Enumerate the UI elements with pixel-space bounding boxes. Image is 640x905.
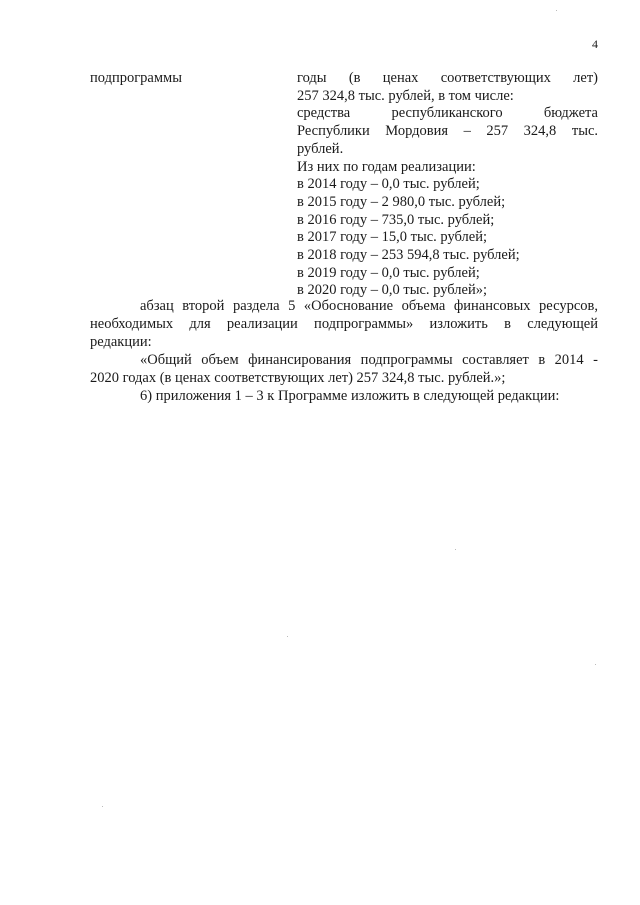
table-line: в 2019 году – 0,0 тыс. рублей;: [297, 264, 480, 281]
paragraph-line: абзац второй раздела 5 «Обоснование объема финансовых ресурсов,: [140, 298, 598, 314]
table-right-cell: [297, 70, 598, 300]
page-number: 4: [592, 37, 598, 51]
table-line: 257 324,8 тыс. рублей, в том числе:: [297, 87, 514, 104]
table-line: в 2016 году – 735,0 тыс. рублей;: [297, 211, 495, 228]
scan-speck: [287, 636, 288, 637]
paragraph-line: редакции:: [90, 334, 152, 350]
scan-speck: [556, 10, 557, 11]
paragraph-abzac: [90, 297, 598, 351]
table-line: в 2017 году – 15,0 тыс. рублей;: [297, 229, 488, 246]
paragraph-line: «Общий объем финансирования подпрограммы составляет в 2014 -: [140, 352, 598, 368]
table-line: в 2020 году – 0,0 тыс. рублей»;: [297, 282, 488, 299]
scan-speck: [455, 549, 456, 550]
scan-speck: [102, 806, 103, 807]
table-line: годы (в ценах соответствующих лет): [297, 70, 598, 86]
paragraph-line: 6) приложения 1 – 3 к Программе изложить в следующей редакции:: [140, 388, 560, 404]
body-text: [90, 297, 598, 405]
table-line: в 2018 году – 253 594,8 тыс. рублей;: [297, 247, 520, 264]
scan-speck: [595, 664, 596, 665]
table-line: Республики Мордовия – 257 324,8 тыс.: [297, 123, 598, 140]
paragraph-item-6: [90, 387, 598, 405]
paragraph-quote: [90, 351, 598, 387]
table-left-cell: подпрограммы: [90, 70, 182, 86]
table-line: в 2014 году – 0,0 тыс. рублей;: [297, 176, 480, 193]
paragraph-line: необходимых для реализации подпрограммы» изложить в следующей: [90, 316, 598, 332]
paragraph-line: 2020 годах (в ценах соответствующих лет) 257 324,8 тыс. рублей.»;: [90, 370, 506, 386]
table-line: Из них по годам реализации:: [297, 158, 476, 175]
table-line: средства республиканского бюджета: [297, 105, 598, 122]
table-line: в 2015 году – 2 980,0 тыс. рублей;: [297, 193, 506, 210]
table-line: рублей.: [297, 140, 344, 157]
